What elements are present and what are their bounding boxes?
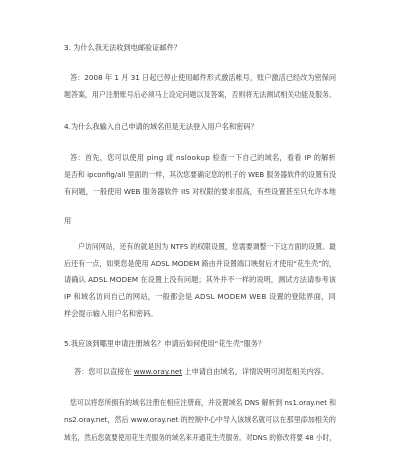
answer-5-extra-line-3-text: 域名，然后您就要使用花生壳服务的域名来开通花生壳服务。对DNS 的修改将要 48 小时， (64, 433, 336, 442)
answer-3-line-2 (64, 89, 336, 100)
answer-5-extra-line-3 (64, 432, 336, 443)
answer-4-extra-line-5 (64, 308, 336, 319)
answer-4-extra-line-2 (64, 258, 336, 269)
answer-4-line-1 (70, 152, 336, 163)
answer-4-extra-line-3-text: 请确认 ADSL MODEM 在设置上没有问题；其外并不一样的说明，测试方法请参考该 (64, 275, 336, 284)
answer-5-extra-line-2 (64, 414, 336, 425)
question-4 (64, 121, 336, 132)
answer-3-line-1 (70, 72, 336, 83)
answer-4-line-2 (64, 169, 336, 180)
answer-4-extra-line-1-text: 户访问网站，还有的就是因为 NTFS 的权限设置，您需要调整一下这方面的设置。最 (78, 242, 336, 251)
answer-4-extra-line-4 (64, 291, 336, 302)
answer-5-extra-line-2-text: ns2.oray.net，然后 www.oray.net 的控制中心中导入该域名就可以在那里添加相关的 (64, 415, 336, 424)
question-3 (64, 42, 336, 53)
answer-3-line-1-text: 答：2008 年 1 月 31 日起已停止使用邮件形式激活帐号，账户激活已经改为密保问 (70, 73, 336, 82)
answer-5-suffix: 上申请自由域名，详情说明可浏览相关内容。 (182, 367, 329, 376)
answer-4-line-1-text: 答：首先，您可以使用 ping 或 nslookup 检查一下自己的域名，看看 IP 的解析 (70, 153, 336, 162)
answer-4-extra-line-4-text: IP 和域名访问自己的网站，一般都会是 ADSL MODEM WEB 设置的登陆界面，同 (64, 292, 336, 301)
answer-5-extra-line-1 (70, 397, 336, 408)
answer-4-line-4 (64, 215, 336, 226)
question-4-text: 4.为什么我输入自己申请的域名但是无法登入用户名和密码？ (64, 122, 258, 131)
oray-link[interactable]: www.oray.net (133, 367, 183, 376)
answer-4-line-2-text: 是否和 ipconfig/all 里面的一样，其次您要确定您的机子的 WEB 服务器软件的设置有没 (64, 170, 336, 179)
answer-5-line-1-text (74, 366, 328, 377)
question-5 (64, 338, 336, 349)
question-5-text: 5.我应该到哪里申请注册域名？申请后如何使用“花生壳”服务？ (64, 339, 266, 348)
answer-4-extra-line-5-text: 样会提示输入用户名和密码。 (64, 309, 158, 318)
answer-4-line-4-text: 用 (64, 216, 72, 225)
answer-4-extra-line-1 (78, 241, 336, 252)
answer-4-line-3-text: 有问题，一般使用 WEB 服务器软件 IIS 对权限的要求很高，有些设置甚至只允许本地 (64, 187, 336, 196)
question-3-text: 3. 为什么我无法收到电邮验证邮件？ (64, 43, 181, 52)
answer-4-line-3 (64, 186, 336, 197)
answer-3-line-2-text: 题答案，用户注册账号后必须马上设定问题以及答案，否则将无法测试相关功能及服务。 (64, 90, 336, 99)
answer-4-extra-line-2-text: 后还有一点，如果您是使用 ADSL MODEM 路由并设置端口映射后才使用“花生壳”的， (64, 259, 336, 268)
answer-4-extra-line-3 (64, 274, 336, 285)
answer-5-prefix: 答：您可以直接在 (74, 367, 134, 376)
answer-5-extra-line-1-text: 您可以将您所拥有的域名注册在相应注册商，并设置域名 DNS 解析到 ns1.oray.net 和 (70, 398, 336, 407)
answer-5-line-1 (74, 366, 336, 377)
